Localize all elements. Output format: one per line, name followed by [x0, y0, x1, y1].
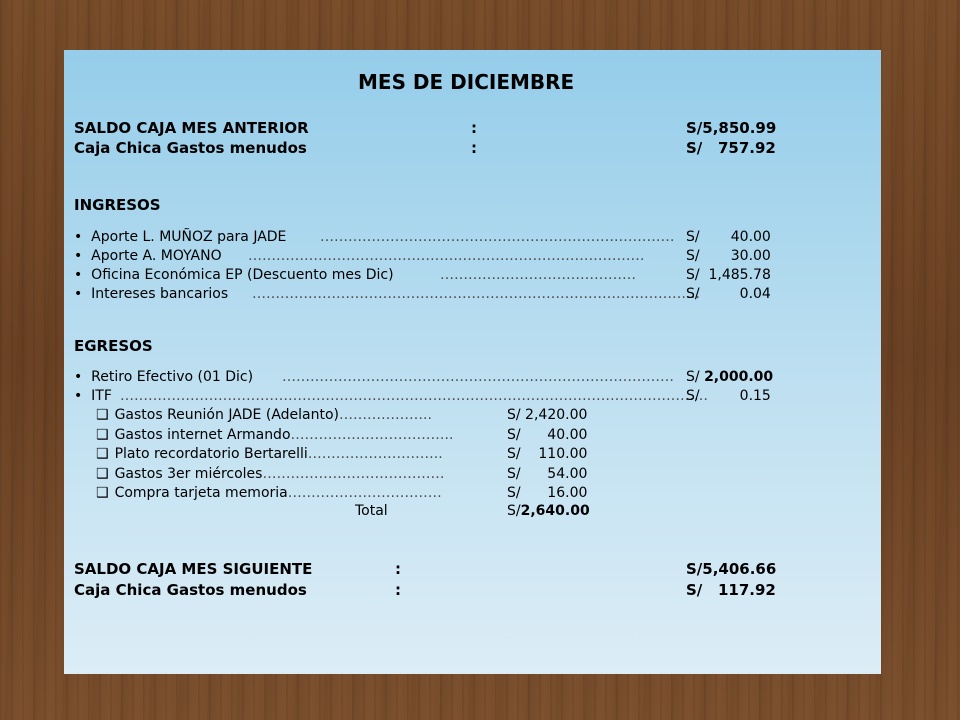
ingreso-value: S/ 0.04 — [686, 286, 771, 302]
subitem-label: Gastos 3er miércoles — [114, 466, 263, 482]
caja-chica-final-label: Caja Chica Gastos menudos — [74, 581, 307, 599]
egreso-subitem — [96, 427, 453, 443]
ingreso-dots: …………………………………………………………………………………… — [252, 286, 700, 302]
total-value — [507, 503, 590, 519]
subitem-dots: ……………….. — [339, 407, 432, 423]
egreso-value: S/ 0.15 — [686, 388, 771, 404]
checkbox-square-icon: ❑ — [96, 466, 109, 482]
total-amount: 2,640.00 — [520, 503, 590, 519]
total-label: Total — [355, 503, 388, 519]
saldo-anterior-value: S/5,850.99 — [686, 119, 777, 137]
ingreso-dots: …………………………………… — [440, 267, 636, 283]
ingreso-dots: ……………………………………….………………………………… — [248, 248, 645, 264]
caja-chica-final-value: S/ 117.92 — [686, 581, 776, 599]
saldo-anterior-label: SALDO CAJA MES ANTERIOR — [74, 119, 309, 137]
egreso-subitem — [96, 485, 442, 501]
caja-chica-inicial-colon: : — [471, 139, 477, 157]
egreso-label: ITF — [91, 388, 112, 404]
egreso-dots: ………………………………………………………………………… — [282, 369, 674, 385]
ingreso-item: • Intereses bancarios — [74, 286, 229, 302]
subitem-value: S/ 2,420.00 — [507, 407, 588, 423]
ingreso-item: • Aporte A. MOYANO — [74, 248, 222, 264]
egreso-label: Retiro Efectivo (01 Dic) — [91, 369, 254, 385]
subitem-label: Plato recordatorio Bertarelli — [114, 446, 308, 462]
ingreso-label: Aporte A. MOYANO — [91, 248, 222, 264]
ingreso-item: • Aporte L. MUÑOZ para JADE — [74, 229, 287, 245]
egreso-value — [686, 369, 773, 385]
subitem-dots: …………………………….. — [290, 427, 454, 443]
ingreso-label: Oficina Económica EP (Descuento mes Dic) — [91, 267, 394, 283]
checkbox-square-icon: ❑ — [96, 407, 109, 423]
total-prefix: S/ — [507, 503, 521, 519]
subitem-value: S/ 40.00 — [507, 427, 588, 443]
egreso-subitem — [96, 466, 444, 482]
subitem-label: Gastos internet Armando — [114, 427, 291, 443]
ingresos-heading: INGRESOS — [74, 196, 161, 214]
subitem-dots: …………………………… — [287, 485, 442, 501]
ingreso-value: S/ 1,485.78 — [686, 267, 771, 283]
saldo-siguiente-label: SALDO CAJA MES SIGUIENTE — [74, 560, 313, 578]
checkbox-square-icon: ❑ — [96, 446, 109, 462]
subitem-label: Compra tarjeta memoria — [114, 485, 288, 501]
saldo-siguiente-colon: : — [395, 560, 401, 578]
caja-chica-final-colon: : — [395, 581, 401, 599]
checkbox-square-icon: ❑ — [96, 427, 109, 443]
subitem-label: Gastos Reunión JADE (Adelanto) — [114, 407, 340, 423]
caja-chica-inicial-value: S/ 757.92 — [686, 139, 776, 157]
ingreso-label: Intereses bancarios — [91, 286, 229, 302]
saldo-anterior-colon: : — [471, 119, 477, 137]
subitem-dots: ……………………….. — [307, 446, 443, 462]
egreso-subitem — [96, 407, 432, 423]
egreso-item: • ITF — [74, 388, 112, 404]
page-title: MES DE DICIEMBRE — [358, 70, 575, 94]
ingreso-value: S/ 40.00 — [686, 229, 771, 245]
egresos-heading: EGRESOS — [74, 337, 153, 355]
subitem-value: S/ 110.00 — [507, 446, 588, 462]
egreso-value-amount: 2,000.00 — [704, 369, 774, 385]
ingreso-item: • Oficina Económica EP (Descuento mes Dic) — [74, 267, 394, 283]
subitem-dots: ………………………………… — [262, 466, 445, 482]
egreso-dots: ……………………………………………………………………………………………………………… — [120, 388, 708, 404]
ingreso-dots: ……………………………………………………….………… — [320, 229, 675, 245]
egreso-subitem — [96, 446, 443, 462]
checkbox-square-icon: ❑ — [96, 485, 109, 501]
caja-chica-inicial-label: Caja Chica Gastos menudos — [74, 139, 307, 157]
egreso-item: • Retiro Efectivo (01 Dic) — [74, 369, 254, 385]
saldo-siguiente-value: S/5,406.66 — [686, 560, 777, 578]
ingreso-label: Aporte L. MUÑOZ para JADE — [91, 229, 287, 245]
ingreso-value: S/ 30.00 — [686, 248, 771, 264]
subitem-value: S/ 54.00 — [507, 466, 588, 482]
slide-panel — [64, 50, 881, 674]
egreso-value-prefix: S/ — [686, 369, 705, 385]
subitem-value: S/ 16.00 — [507, 485, 588, 501]
